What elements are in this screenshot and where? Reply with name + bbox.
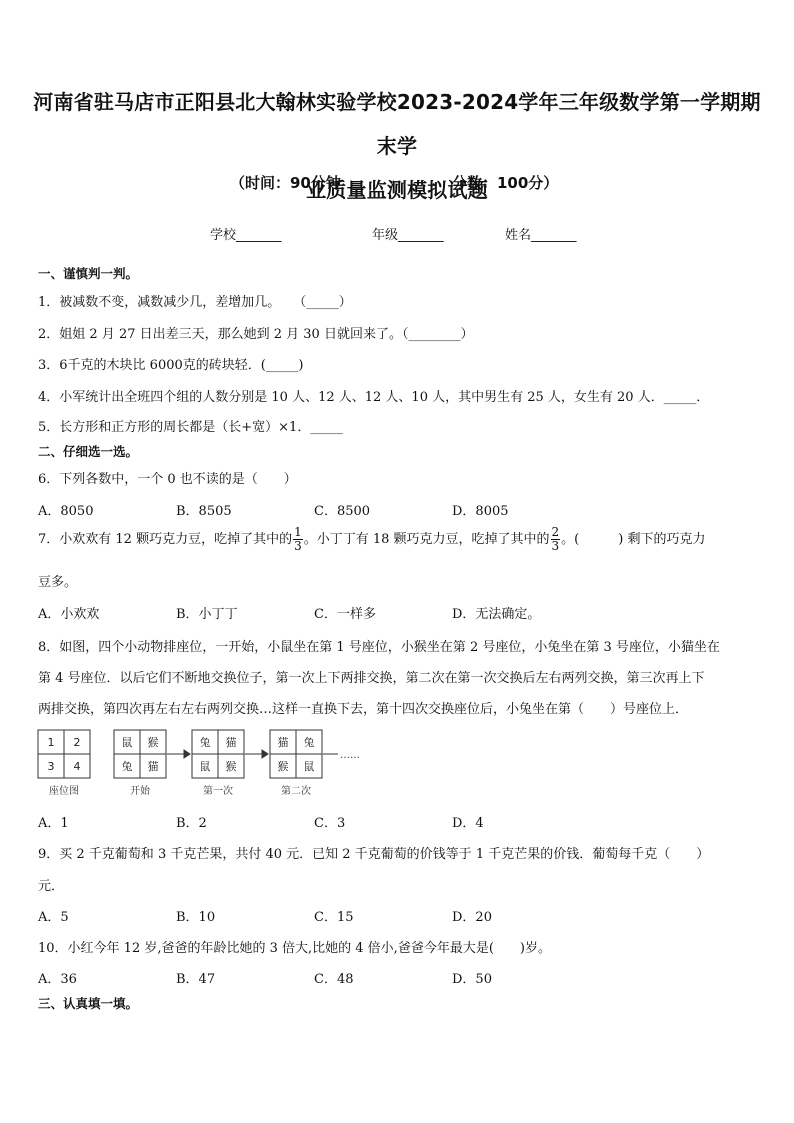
label-second: 第二次 xyxy=(281,786,311,797)
seat-2: 2 xyxy=(73,736,81,749)
grade-field[interactable]: 年级_______ xyxy=(372,228,444,243)
first-cell-3: 鼠 xyxy=(199,760,211,773)
first-cell-4: 猴 xyxy=(225,760,237,773)
seat-1: 1 xyxy=(47,736,55,749)
arrow-1 xyxy=(167,750,190,758)
question-8-line-2: 第 4 号座位．以后它们不断地交换位子，第一次上下两排交换，第二次在第一次交换后左右两列交换，第三次再上下 xyxy=(38,671,705,686)
exam-score: 分数：100分） xyxy=(452,174,559,192)
start-cell-4: 猫 xyxy=(147,760,159,773)
q8-option-b[interactable]: B．2 xyxy=(176,816,207,831)
q6-option-d[interactable]: D．8005 xyxy=(452,504,509,519)
label-start: 开始 xyxy=(130,786,150,797)
arrow-2 xyxy=(245,750,268,758)
start-cell-2: 猴 xyxy=(147,736,159,749)
second-cell-3: 猴 xyxy=(277,760,289,773)
section-3-heading: 三、认真填一填。 xyxy=(38,996,139,1011)
q10-option-d[interactable]: D．50 xyxy=(452,972,492,987)
continuation-dots: …… xyxy=(340,750,360,761)
q7-text-1: 7．小欢欢有 12 颗巧克力豆，吃掉了其中的 xyxy=(38,532,293,547)
q6-option-a[interactable]: A．8050 xyxy=(38,504,94,519)
question-8-line-1: 8．如图，四个小动物排座位，一开始，小鼠坐在第 1 号座位，小猴坐在第 2 号座位，小兔坐在第 3 号座位，小猫坐在 xyxy=(38,640,720,655)
question-4: 4．小军统计出全班四个组的人数分别是 10 人、12 人、12 人、10 人，其中男生有 25 人，女生有 20 人．_____． xyxy=(38,390,710,405)
q8-option-c[interactable]: C．3 xyxy=(314,816,346,831)
fraction-two-thirds: $\frac{2}{3}$ xyxy=(551,525,560,553)
q7-option-d[interactable]: D．无法确定。 xyxy=(452,607,541,622)
second-cell-4: 鼠 xyxy=(303,760,315,773)
second-cell-1: 猫 xyxy=(277,736,289,749)
question-7 xyxy=(38,526,705,553)
q10-option-a[interactable]: A．36 xyxy=(38,972,77,987)
school-field[interactable]: 学校_______ xyxy=(210,228,282,243)
q9-option-b[interactable]: B．10 xyxy=(176,910,216,925)
q7-option-b[interactable]: B．小丁丁 xyxy=(176,607,238,622)
q8-option-a[interactable]: A．1 xyxy=(38,816,69,831)
q6-option-b[interactable]: B．8505 xyxy=(176,504,232,519)
fraction-one-third: $\frac{1}{3}$ xyxy=(294,525,302,553)
section-2-heading: 二、仔细选一选。 xyxy=(38,444,139,459)
question-9-line-2: 元． xyxy=(38,879,65,894)
q9-option-a[interactable]: A．5 xyxy=(38,910,69,925)
question-9-line-1: 9．买 2 千克葡萄和 3 千克芒果，共付 40 元．已知 2 千克葡萄的价钱等于 1 千克芒果的价钱．葡萄每千克（ ） xyxy=(38,847,710,862)
second-cell-2: 兔 xyxy=(303,736,315,749)
title-line-1: 河南省驻马店市正阳县北大翰林实验学校2023-2024学年三年级数学第一学期期末学 xyxy=(33,90,761,158)
title-line-2: 业质量监测模拟试题 xyxy=(306,178,488,202)
section-1-heading: 一、谨慎判一判。 xyxy=(38,266,139,281)
q7-option-c[interactable]: C．一样多 xyxy=(314,607,376,622)
q6-option-c[interactable]: C．8500 xyxy=(314,504,371,519)
q9-option-c[interactable]: C．15 xyxy=(314,910,354,925)
first-cell-2: 猫 xyxy=(225,736,237,749)
document-title xyxy=(30,80,764,212)
question-7-line-2: 豆多。 xyxy=(38,575,78,590)
label-first: 第一次 xyxy=(203,786,233,797)
q10-option-b[interactable]: B．47 xyxy=(176,972,216,987)
question-5: 5．长方形和正方形的周长都是（长+宽）×1．_____ xyxy=(38,420,343,435)
seat-grid xyxy=(38,730,90,778)
q7-text-2: 。小丁丁有 18 颗巧克力豆，吃掉了其中的 xyxy=(303,532,550,547)
seating-diagram xyxy=(36,728,366,800)
seat-4: 4 xyxy=(73,760,81,773)
question-3: 3．6千克的木块比 6000克的砖块轻．(_____) xyxy=(38,358,304,373)
seat-3: 3 xyxy=(47,760,55,773)
q9-option-d[interactable]: D．20 xyxy=(452,910,492,925)
q8-option-d[interactable]: D．4 xyxy=(452,816,484,831)
start-cell-3: 兔 xyxy=(121,760,133,773)
exam-time: （时间：90分钟 xyxy=(230,174,341,192)
question-2: 2．姐姐 2 月 27 日出差三天，那么她到 2 月 30 日就回来了。（________） xyxy=(38,327,474,342)
question-1: 1．被减数不变，减数减少几，差增加几。 （_____） xyxy=(38,295,352,310)
start-cell-1: 鼠 xyxy=(121,736,133,749)
first-cell-1: 兔 xyxy=(199,736,211,749)
question-8-line-3: 两排交换，第四次再左右左右两列交换…这样一直换下去，第十四次交换座位后，小兔坐在第（ ）号座位上． xyxy=(38,702,689,717)
question-10: 10．小红今年 12 岁,爸爸的年龄比她的 3 倍大,比她的 4 倍小,爸爸今年最大是( )岁。 xyxy=(38,941,551,956)
question-6: 6．下列各数中，一个 0 也不读的是（ ） xyxy=(38,472,297,487)
q7-text-3: 。( ) 剩下的巧克力 xyxy=(561,532,706,547)
q7-option-a[interactable]: A．小欢欢 xyxy=(38,607,100,622)
name-field[interactable]: 姓名_______ xyxy=(505,228,577,243)
q10-option-c[interactable]: C．48 xyxy=(314,972,354,987)
label-seat-map: 座位图 xyxy=(49,786,79,797)
